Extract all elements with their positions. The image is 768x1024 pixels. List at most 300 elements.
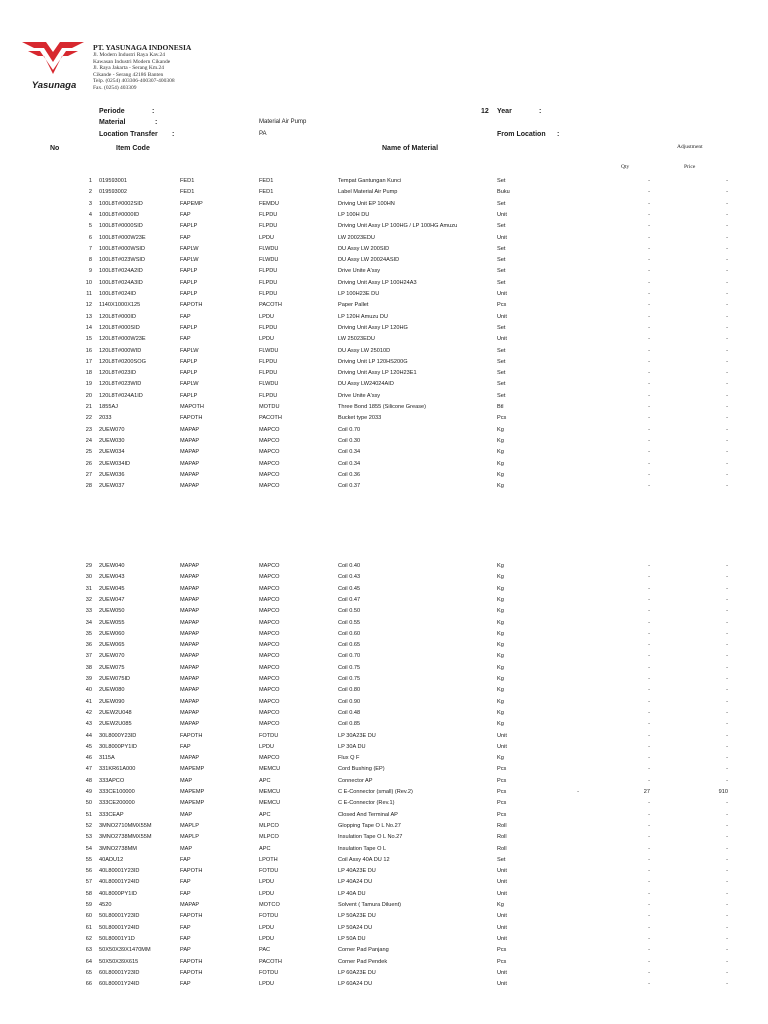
header-price: Price xyxy=(684,164,696,170)
table-row xyxy=(0,266,768,276)
table-row xyxy=(0,425,768,435)
material-name: Coil 0.47 xyxy=(338,596,361,603)
group-code: FAPOTH xyxy=(180,969,203,976)
group-code: FAP xyxy=(180,743,191,750)
row-number: 4 xyxy=(88,211,92,218)
adjustment-price: - xyxy=(726,608,728,615)
material-sep: : xyxy=(155,119,158,126)
adjustment-qty: - xyxy=(648,460,650,467)
adjustment-qty: - xyxy=(648,585,650,592)
adjustment-price: - xyxy=(726,223,728,230)
row-number: 51 xyxy=(85,811,92,818)
adjustment-price: - xyxy=(726,302,728,309)
adjustment-qty: - xyxy=(648,189,650,196)
adjustment-price: - xyxy=(726,676,728,682)
group-code: MAPEMP xyxy=(180,766,205,773)
row-number: 50 xyxy=(85,800,92,807)
unit: Kg xyxy=(497,664,504,671)
group-code: FAP xyxy=(180,890,191,897)
item-code: 3115A xyxy=(99,755,115,762)
table-row xyxy=(0,300,768,310)
group-code: FAPLW xyxy=(180,245,199,252)
unit: Unit xyxy=(497,291,507,297)
table-row xyxy=(0,934,768,944)
unit: Buku xyxy=(497,189,510,196)
adjustment-qty: - xyxy=(648,200,650,207)
unit: Set xyxy=(497,245,506,252)
group-code: FAPLP xyxy=(180,268,198,275)
item-code: 2033 xyxy=(99,415,112,422)
adjustment-price: - xyxy=(726,777,728,784)
adjustment-qty: - xyxy=(648,811,650,818)
group-code: MAP xyxy=(180,845,193,852)
company-address-6: Fax. (0254) 403309 xyxy=(93,84,137,91)
group-code: MAPAP xyxy=(180,653,200,660)
from-location-label: From Location xyxy=(497,131,546,138)
row-number: 33 xyxy=(85,608,92,615)
item-code: 100L8T#000WSID xyxy=(99,245,146,252)
table-row xyxy=(0,798,768,808)
item-code: 100L8T#0002SID xyxy=(99,200,143,207)
unit: Roll xyxy=(497,822,507,829)
group-code: FAP xyxy=(180,313,191,320)
item-code: 40ADU12 xyxy=(99,856,124,863)
material-name: Coil 0.34 xyxy=(338,460,361,467)
material-name: Corner Pad Pendek xyxy=(338,958,388,965)
material-name: Coil 0.85 xyxy=(338,721,361,728)
table-row xyxy=(0,866,768,876)
group-code: FAPLW xyxy=(180,347,199,354)
item-code: 2UEW040 xyxy=(99,563,125,569)
adjustment-price: - xyxy=(726,211,728,218)
row-number: 7 xyxy=(88,245,92,252)
sub-group-code: MAPCO xyxy=(259,563,280,569)
unit: Btl xyxy=(497,404,504,410)
row-number: 54 xyxy=(85,845,92,852)
unit: Pcs xyxy=(497,811,507,818)
item-code: 3MNO2738MMX55M xyxy=(99,834,152,841)
unit: Kg xyxy=(497,698,504,705)
adjustment-qty: - xyxy=(648,471,650,478)
sub-group-code: APC xyxy=(259,845,271,852)
unit: Set xyxy=(497,358,506,365)
adjustment-qty: - xyxy=(648,800,650,807)
table-row xyxy=(0,413,768,423)
row-number: 31 xyxy=(85,585,92,592)
material-name: Drive Unite A'ssy xyxy=(338,268,381,275)
adjustment-qty: - xyxy=(648,709,650,716)
adjustment-qty: - xyxy=(648,291,650,297)
adjustment-price: - xyxy=(726,755,728,762)
material-name: LP 30A23E DU xyxy=(338,732,376,739)
item-code: 2UEW075 xyxy=(99,664,125,671)
table-row xyxy=(0,855,768,865)
item-code: 2UEW050 xyxy=(99,608,125,615)
unit: Pcs xyxy=(497,947,507,954)
item-code: 333APCO xyxy=(99,777,125,784)
adjustment-qty: - xyxy=(648,336,650,343)
table-row xyxy=(0,787,768,797)
row-number: 63 xyxy=(85,947,92,954)
row-number: 8 xyxy=(88,257,92,264)
adjustment-price: - xyxy=(726,664,728,671)
row-number: 52 xyxy=(85,822,92,829)
item-code: 2UEW2U048 xyxy=(99,709,132,716)
group-code: MAPEMP xyxy=(180,800,205,807)
adjustment-price: - xyxy=(726,200,728,207)
adjustment-price: - xyxy=(726,358,728,365)
item-code: 100L8T#023WSID xyxy=(99,257,146,264)
unit: Unit xyxy=(497,732,507,739)
group-code: FAPLP xyxy=(180,370,198,377)
unit: Pcs xyxy=(497,789,507,795)
adjustment-price: - xyxy=(726,766,728,773)
row-number: 62 xyxy=(85,935,92,942)
item-code: 2UEW034ID xyxy=(99,460,131,467)
adjustment-price: - xyxy=(726,178,728,184)
adjustment-price: - xyxy=(726,392,728,399)
group-code: FAPLP xyxy=(180,279,198,286)
item-code: 333CE200000 xyxy=(99,800,135,807)
table-row xyxy=(0,719,768,729)
adjustment-price: - xyxy=(726,324,728,331)
item-code: 3MNO2710MMX55M xyxy=(99,822,152,829)
material-name: Three Bond 1855 (Silicone Grease) xyxy=(338,404,426,410)
item-code: 2UEW036 xyxy=(99,471,125,478)
table-row xyxy=(0,753,768,763)
adjustment-qty: - xyxy=(648,324,650,331)
adjustment-price: - xyxy=(726,822,728,829)
adjustment-price: - xyxy=(726,653,728,660)
item-code: 100L8T#000W23E xyxy=(99,234,146,241)
item-code: 2UEW034 xyxy=(99,449,125,456)
adjustment-qty: - xyxy=(648,370,650,377)
table-row xyxy=(0,368,768,378)
adjustment-qty: - xyxy=(648,596,650,603)
unit: Unit xyxy=(497,743,507,750)
location-transfer-value: PA xyxy=(259,131,267,137)
sub-group-code: LPDU xyxy=(259,935,274,942)
material-name: Coil 0.60 xyxy=(338,630,361,637)
material-name: Driving Unit EP 100HN xyxy=(338,200,395,207)
sub-group-code: LPDU xyxy=(259,879,274,886)
unit: Kg xyxy=(497,619,504,626)
row-number: 38 xyxy=(85,664,92,671)
group-code: FAPLP xyxy=(180,291,198,297)
material-name: DU Assy LW 20024ASID xyxy=(338,257,400,264)
group-code: FAPOTH xyxy=(180,913,203,920)
unit: Set xyxy=(497,268,506,275)
table-row xyxy=(0,402,768,412)
material-name: LP 30A DU xyxy=(338,743,366,750)
item-code: 60L80001Y24ID xyxy=(99,981,140,988)
adjustment-qty: - xyxy=(648,913,650,920)
material-name: Coil 0.37 xyxy=(338,483,361,490)
adjustment-qty: - xyxy=(648,721,650,728)
group-code: MAPAP xyxy=(180,563,200,569)
sub-group-code: PAC xyxy=(259,947,271,954)
row-number: 2 xyxy=(88,189,92,196)
unit: Set xyxy=(497,324,506,331)
adjustment-qty: - xyxy=(648,381,650,388)
adjustment-qty: - xyxy=(648,449,650,456)
table-row xyxy=(0,877,768,887)
item-code: 40L8000PY1ID xyxy=(99,890,137,897)
adjustment-qty: - xyxy=(648,868,650,875)
unit: Kg xyxy=(497,460,504,467)
adjustment-price: - xyxy=(726,890,728,897)
sub-group-code: MAPCO xyxy=(259,653,280,660)
row-number: 23 xyxy=(85,426,92,433)
row-number: 43 xyxy=(85,721,92,728)
group-code: FED1 xyxy=(180,189,195,196)
material-name: LP 50A DU xyxy=(338,935,366,942)
adjustment-qty: - xyxy=(648,755,650,762)
periode-label: Periode xyxy=(99,108,125,115)
adjustment-qty: - xyxy=(648,426,650,433)
item-code: 333CE100000 xyxy=(99,789,135,795)
adjustment-qty: - xyxy=(648,563,650,569)
table-row xyxy=(0,776,768,786)
table-row xyxy=(0,436,768,446)
adjustment-price: - xyxy=(726,437,728,444)
header-item-code: Item Code xyxy=(116,145,150,152)
unit: Kg xyxy=(497,596,504,603)
location-transfer-label: Location Transfer xyxy=(99,131,158,138)
sub-group-code: MOTDU xyxy=(259,404,280,410)
adjustment-qty: - xyxy=(648,845,650,852)
adjustment-qty: - xyxy=(648,822,650,829)
adjustment-qty: - xyxy=(648,483,650,490)
adjustment-qty: - xyxy=(648,211,650,218)
table-row xyxy=(0,844,768,854)
table-row xyxy=(0,312,768,322)
adjustment-qty: - xyxy=(648,743,650,750)
header-no: No xyxy=(50,145,60,152)
adjustment-price: - xyxy=(726,868,728,875)
row-number: 45 xyxy=(85,743,92,750)
adjustment-price: - xyxy=(726,257,728,264)
unit: Kg xyxy=(497,449,504,456)
table-row xyxy=(0,900,768,910)
group-code: MAPLP xyxy=(180,834,199,841)
row-number: 25 xyxy=(85,449,92,456)
location-transfer-sep: : xyxy=(172,131,175,138)
sub-group-code: LPDU xyxy=(259,336,274,343)
adjustment-price: 910 xyxy=(718,789,728,795)
adjustment-qty: - xyxy=(648,392,650,399)
item-code: 4520 xyxy=(99,902,112,908)
group-code: FAP xyxy=(180,879,191,886)
table-row xyxy=(0,832,768,842)
adjustment-price: - xyxy=(726,574,728,581)
adjustment-price: - xyxy=(726,245,728,252)
unit: Kg xyxy=(497,902,504,908)
sub-group-code: FLWDU xyxy=(259,245,279,252)
row-number: 49 xyxy=(85,789,92,795)
item-code: 50L80001Y24ID xyxy=(99,924,140,931)
item-code: 120L8T#0200SOG xyxy=(99,358,146,365)
group-code: FAPOTH xyxy=(180,302,203,309)
unit: Unit xyxy=(497,336,507,343)
unit: Set xyxy=(497,370,506,377)
sub-group-code: FLWDU xyxy=(259,257,279,264)
adjustment-price: - xyxy=(726,913,728,920)
row-number: 35 xyxy=(85,630,92,637)
unit: Kg xyxy=(497,687,504,694)
row-number: 55 xyxy=(85,856,92,863)
unit: Set xyxy=(497,392,506,399)
unit: Set xyxy=(497,279,506,286)
group-code: MAPAP xyxy=(180,596,200,603)
row-number: 12 xyxy=(85,302,92,309)
row-number: 46 xyxy=(85,755,92,762)
table-row xyxy=(0,584,768,594)
material-name: C E-Connector (Rev.1) xyxy=(338,800,395,807)
row-number: 13 xyxy=(85,313,92,320)
sub-group-code: APC xyxy=(259,777,271,784)
material-name: LP 50A24 DU xyxy=(338,924,373,931)
adjustment-qty: - xyxy=(648,313,650,320)
sub-group-code: LPDU xyxy=(259,313,274,320)
item-code: 50X50X39X615 xyxy=(99,958,139,965)
unit: Pcs xyxy=(497,777,507,784)
group-code: MAPAP xyxy=(180,721,200,728)
group-code: FAPLP xyxy=(180,223,198,230)
sub-group-code: MAPCO xyxy=(259,449,280,456)
row-number: 44 xyxy=(85,732,92,739)
group-code: MAPAP xyxy=(180,664,200,671)
table-row xyxy=(0,244,768,254)
unit: Unit xyxy=(497,868,507,875)
adjustment-price: - xyxy=(726,856,728,863)
unit: Kg xyxy=(497,709,504,716)
material-name: LP 40A DU xyxy=(338,890,366,897)
row-number: 19 xyxy=(85,381,92,388)
row-number: 15 xyxy=(85,336,92,343)
row-number: 66 xyxy=(85,981,92,988)
table-row xyxy=(0,945,768,955)
row-number: 58 xyxy=(85,890,92,897)
item-code: 2UEW037 xyxy=(99,483,125,490)
table-row xyxy=(0,979,768,989)
header-name-of-material: Name of Material xyxy=(382,145,439,152)
table-row xyxy=(0,447,768,457)
sub-group-code: MAPCO xyxy=(259,664,280,671)
unit: Kg xyxy=(497,676,504,682)
adjustment-qty: 27 xyxy=(643,789,650,795)
material-name: Coil 0.40 xyxy=(338,563,361,569)
table-row xyxy=(0,255,768,265)
table-row xyxy=(0,663,768,673)
adjustment-qty: - xyxy=(648,969,650,976)
adjustment-qty: - xyxy=(648,608,650,615)
material-name: DU Assy LW 200SID xyxy=(338,245,390,252)
group-code: FAPLP xyxy=(180,324,198,331)
adjustment-mark: - xyxy=(577,789,579,795)
material-name: DU Assy LW 25010D xyxy=(338,347,391,354)
group-code: MAPAP xyxy=(180,630,200,637)
group-code: MAPAP xyxy=(180,755,200,762)
material-name: Drive Unite A'ssy xyxy=(338,392,381,399)
adjustment-price: - xyxy=(726,834,728,841)
row-number: 37 xyxy=(85,653,92,660)
adjustment-qty: - xyxy=(648,630,650,637)
item-code: 3MNO2738MM xyxy=(99,845,137,852)
item-code: 2UEW075ID xyxy=(99,676,131,682)
group-code: FAP xyxy=(180,856,191,863)
material-name: LP 100H23E DU xyxy=(338,291,380,297)
material-name: LP 40A23E DU xyxy=(338,868,376,875)
table-row xyxy=(0,957,768,967)
material-name: Coil 0.45 xyxy=(338,585,361,592)
sub-group-code: MAPCO xyxy=(259,437,280,444)
sub-group-code: MEMCU xyxy=(259,766,281,773)
row-number: 21 xyxy=(85,404,92,410)
from-location-sep: : xyxy=(557,131,560,138)
group-code: MAPAP xyxy=(180,437,200,444)
table-row xyxy=(0,640,768,650)
sub-group-code: FOTDU xyxy=(259,732,279,739)
item-code: 50L80001Y1D xyxy=(99,935,135,942)
adjustment-price: - xyxy=(726,800,728,807)
row-number: 11 xyxy=(86,291,92,297)
material-name: Coil 0.30 xyxy=(338,437,361,444)
sub-group-code: PACOTH xyxy=(259,415,282,422)
sub-group-code: APC xyxy=(259,811,271,818)
group-code: MAP xyxy=(180,811,193,818)
adjustment-qty: - xyxy=(648,879,650,886)
material-name: Paper Pallet xyxy=(338,302,369,309)
row-number: 28 xyxy=(85,483,92,490)
group-code: MAPAP xyxy=(180,574,200,581)
periode-value: 12 xyxy=(481,108,489,115)
group-code: MAPAP xyxy=(180,698,200,705)
adjustment-price: - xyxy=(726,947,728,954)
unit: Kg xyxy=(497,483,504,490)
adjustment-price: - xyxy=(726,449,728,456)
group-code: MAPAP xyxy=(180,902,200,908)
adjustment-price: - xyxy=(726,698,728,705)
material-name: LP 60A24 DU xyxy=(338,981,373,988)
group-code: MAPAP xyxy=(180,483,200,490)
group-code: FAPOTH xyxy=(180,415,203,422)
item-code: 120L8T#000ID xyxy=(99,313,137,320)
year-label: Year xyxy=(497,108,512,115)
adjustment-price: - xyxy=(726,687,728,694)
unit: Kg xyxy=(497,630,504,637)
group-code: MAPAP xyxy=(180,676,200,682)
adjustment-price: - xyxy=(726,279,728,286)
material-name: LP 40A24 DU xyxy=(338,879,373,886)
item-code: 1855AJ xyxy=(99,404,118,410)
table-row xyxy=(0,708,768,718)
unit: Kg xyxy=(497,471,504,478)
adjustment-qty: - xyxy=(648,302,650,309)
unit: Unit xyxy=(497,981,507,988)
group-code: FAPLW xyxy=(180,257,199,264)
unit: Kg xyxy=(497,437,504,444)
row-number: 59 xyxy=(85,902,92,908)
logo-text: Yasunaga xyxy=(31,80,77,91)
adjustment-qty: - xyxy=(648,935,650,942)
sub-group-code: FLPDU xyxy=(259,370,278,377)
group-code: MAPAP xyxy=(180,642,200,649)
material-value: Material Air Pump xyxy=(259,119,307,125)
material-name: Driving Unit LP 120HS200G xyxy=(338,358,408,365)
sub-group-code: MAPCO xyxy=(259,721,280,728)
item-code: 2UEW030 xyxy=(99,437,125,444)
